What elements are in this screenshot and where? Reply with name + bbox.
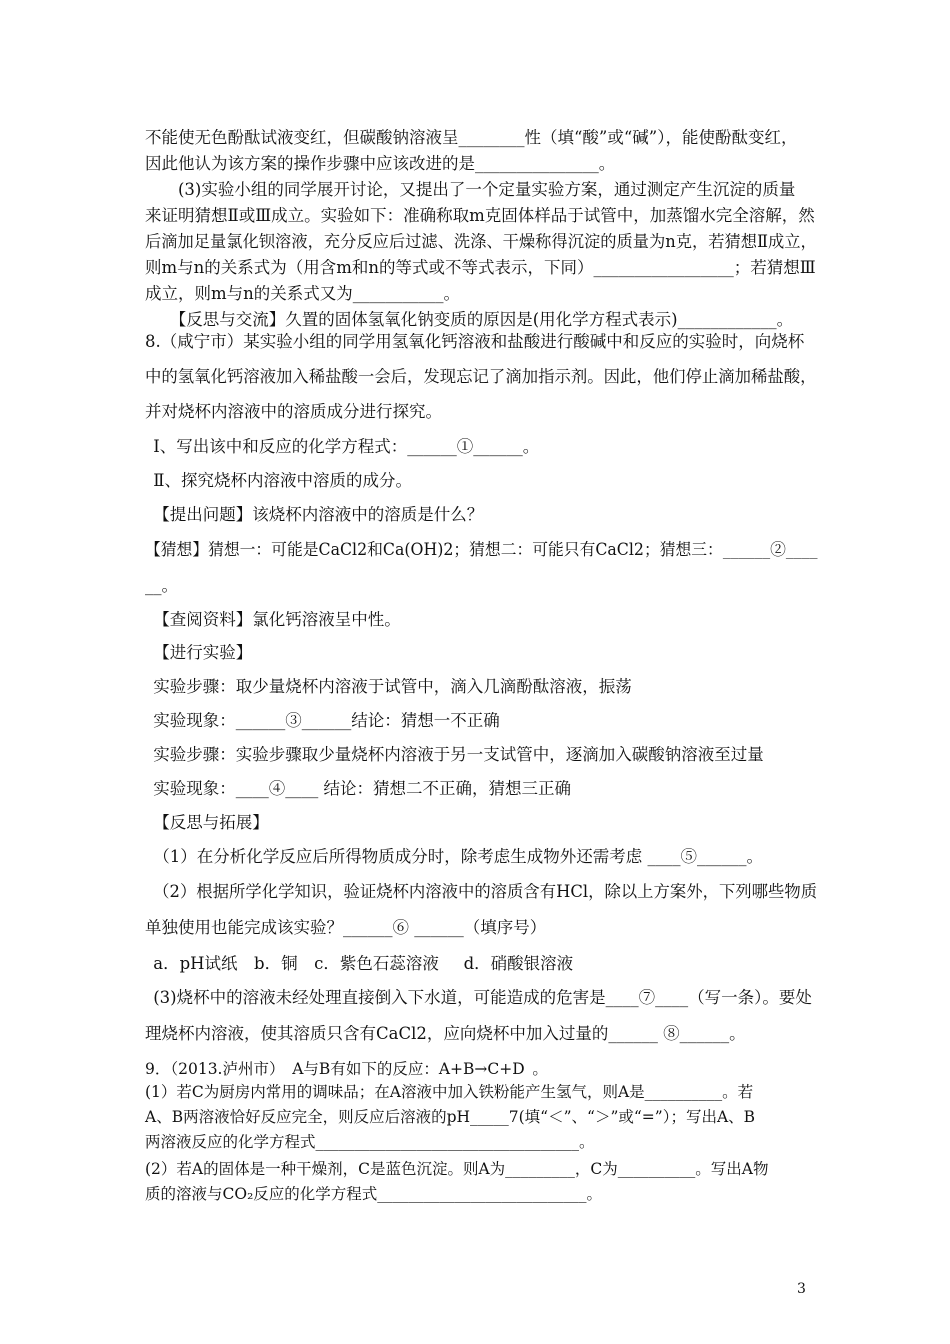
- question-8-title: 8.（咸宁市）某实验小组的同学用氢氧化钙溶液和盐酸进行酸碱中和反应的实验时，向烧杯: [145, 332, 805, 351]
- text-line-4: 来证明猜想Ⅱ或Ⅲ成立。实验如下：准确称取m克固体样品于试管中，加蒸馏水完全溶解，然: [145, 206, 815, 225]
- text-line-18: 【进行实验】: [145, 643, 253, 662]
- text-line-29: 理烧杯内溶液，使其溶质只含有CaCl2，应向烧杯中加入过量的______ ⑧______。: [145, 1024, 746, 1043]
- text-line-1: 不能使无色酚酞试液变红，但碳酸钠溶液呈________性（填“酸”或“碱”），能使酚酞变红，: [145, 128, 798, 147]
- text-line-2: 因此他认为该方案的操作步骤中应该改进的是_______________。: [145, 154, 616, 173]
- text-line-21: 实验步骤：实验步骤取少量烧杯内溶液于另一支试管中，逐滴加入碳酸钠溶液至过量: [145, 745, 764, 764]
- text-line-6: 则m与n的关系式为（用含m和n的等式或不等式表示，下同）_________________；若猜想Ⅲ: [145, 258, 816, 277]
- text-line-10: 中的氢氧化钙溶液加入稀盐酸一会后，发现忘记了滴加指示剂。因此，他们停止滴加稀盐酸，: [145, 367, 817, 386]
- text-line-23: 【反思与拓展】: [145, 813, 269, 832]
- page-number: 3: [797, 1281, 806, 1297]
- text-line-20: 实验现象：______③______结论：猜想一不正确: [145, 711, 500, 730]
- text-line-26: 单独使用也能完成该实验？______⑥ ______（填序号）: [145, 918, 547, 937]
- text-line-22: 实验现象：____④____ 结论：猜想二不正确，猜想三正确: [145, 779, 571, 798]
- text-line-28: (3)烧杯中的溶液未经处理直接倒入下水道，可能造成的危害是____⑦____（写一条）。要处: [145, 988, 812, 1007]
- text-line-31: (1）若C为厨房内常用的调味品；在A溶液中加入铁粉能产生氢气，则A是__________。若: [145, 1083, 754, 1101]
- text-line-5: 后滴加足量氯化钡溶液，充分反应后过滤、洗涤、干燥称得沉淀的质量为n克，若猜想Ⅱ成立，: [145, 232, 817, 251]
- text-line-35: 质的溶液与CO₂反应的化学方程式___________________________。: [145, 1185, 603, 1203]
- text-line-15: 【猜想】猜想一：可能是CaCl2和Ca(OH)2；猜想二：可能只有CaCl2；猜想三：______②____: [145, 540, 818, 559]
- text-line-19: 实验步骤：取少量烧杯内溶液于试管中，滴入几滴酚酞溶液，振荡: [145, 677, 632, 696]
- text-line-34: (2）若A的固体是一种干燥剂，C是蓝色沉淀。则A为_________，C为__________。写出A物: [145, 1160, 769, 1178]
- text-line-33: 两溶液反应的化学方程式__________________________________。: [145, 1133, 595, 1151]
- text-line-32: A、B两溶液恰好反应完全，则反应后溶液的pH_____7(填“＜”、“＞”或“=”）；写出A、B: [145, 1108, 756, 1126]
- text-line-24: （1）在分析化学反应后所得物质成分时，除考虑生成物外还需考虑 ____⑤______。: [145, 847, 763, 866]
- text-line-27: a．pH试纸 b．铜 c．紫色石蕊溶液 d．硝酸银溶液: [145, 954, 574, 973]
- text-line-16: __。: [145, 576, 178, 595]
- text-line-25: （2）根据所学化学知识，验证烧杯内溶液中的溶质含有HCl，除以上方案外，下列哪些物质: [145, 882, 818, 901]
- text-line-17: 【查阅资料】氯化钙溶液呈中性。: [145, 610, 401, 629]
- text-line-3: (3)实验小组的同学展开讨论，又提出了一个定量实验方案，通过测定产生沉淀的质量: [145, 180, 796, 199]
- text-line-8: 【反思与交流】久置的固体氢氧化钠变质的原因是(用化学方程式表示)____________。: [145, 310, 794, 329]
- text-line-13: Ⅱ、探究烧杯内溶液中溶质的成分。: [145, 471, 412, 490]
- question-9-title: 9．（2013.泸州市） A与B有如下的反应：A+B→C+D 。: [145, 1060, 548, 1078]
- text-line-14: 【提出问题】该烧杯内溶液中的溶质是什么？: [145, 505, 484, 524]
- text-line-12: Ⅰ、写出该中和反应的化学方程式：______①______。: [145, 437, 540, 456]
- text-line-7: 成立，则m与n的关系式又为___________。: [145, 284, 461, 303]
- text-line-11: 并对烧杯内溶液中的溶质成分进行探究。: [145, 402, 442, 421]
